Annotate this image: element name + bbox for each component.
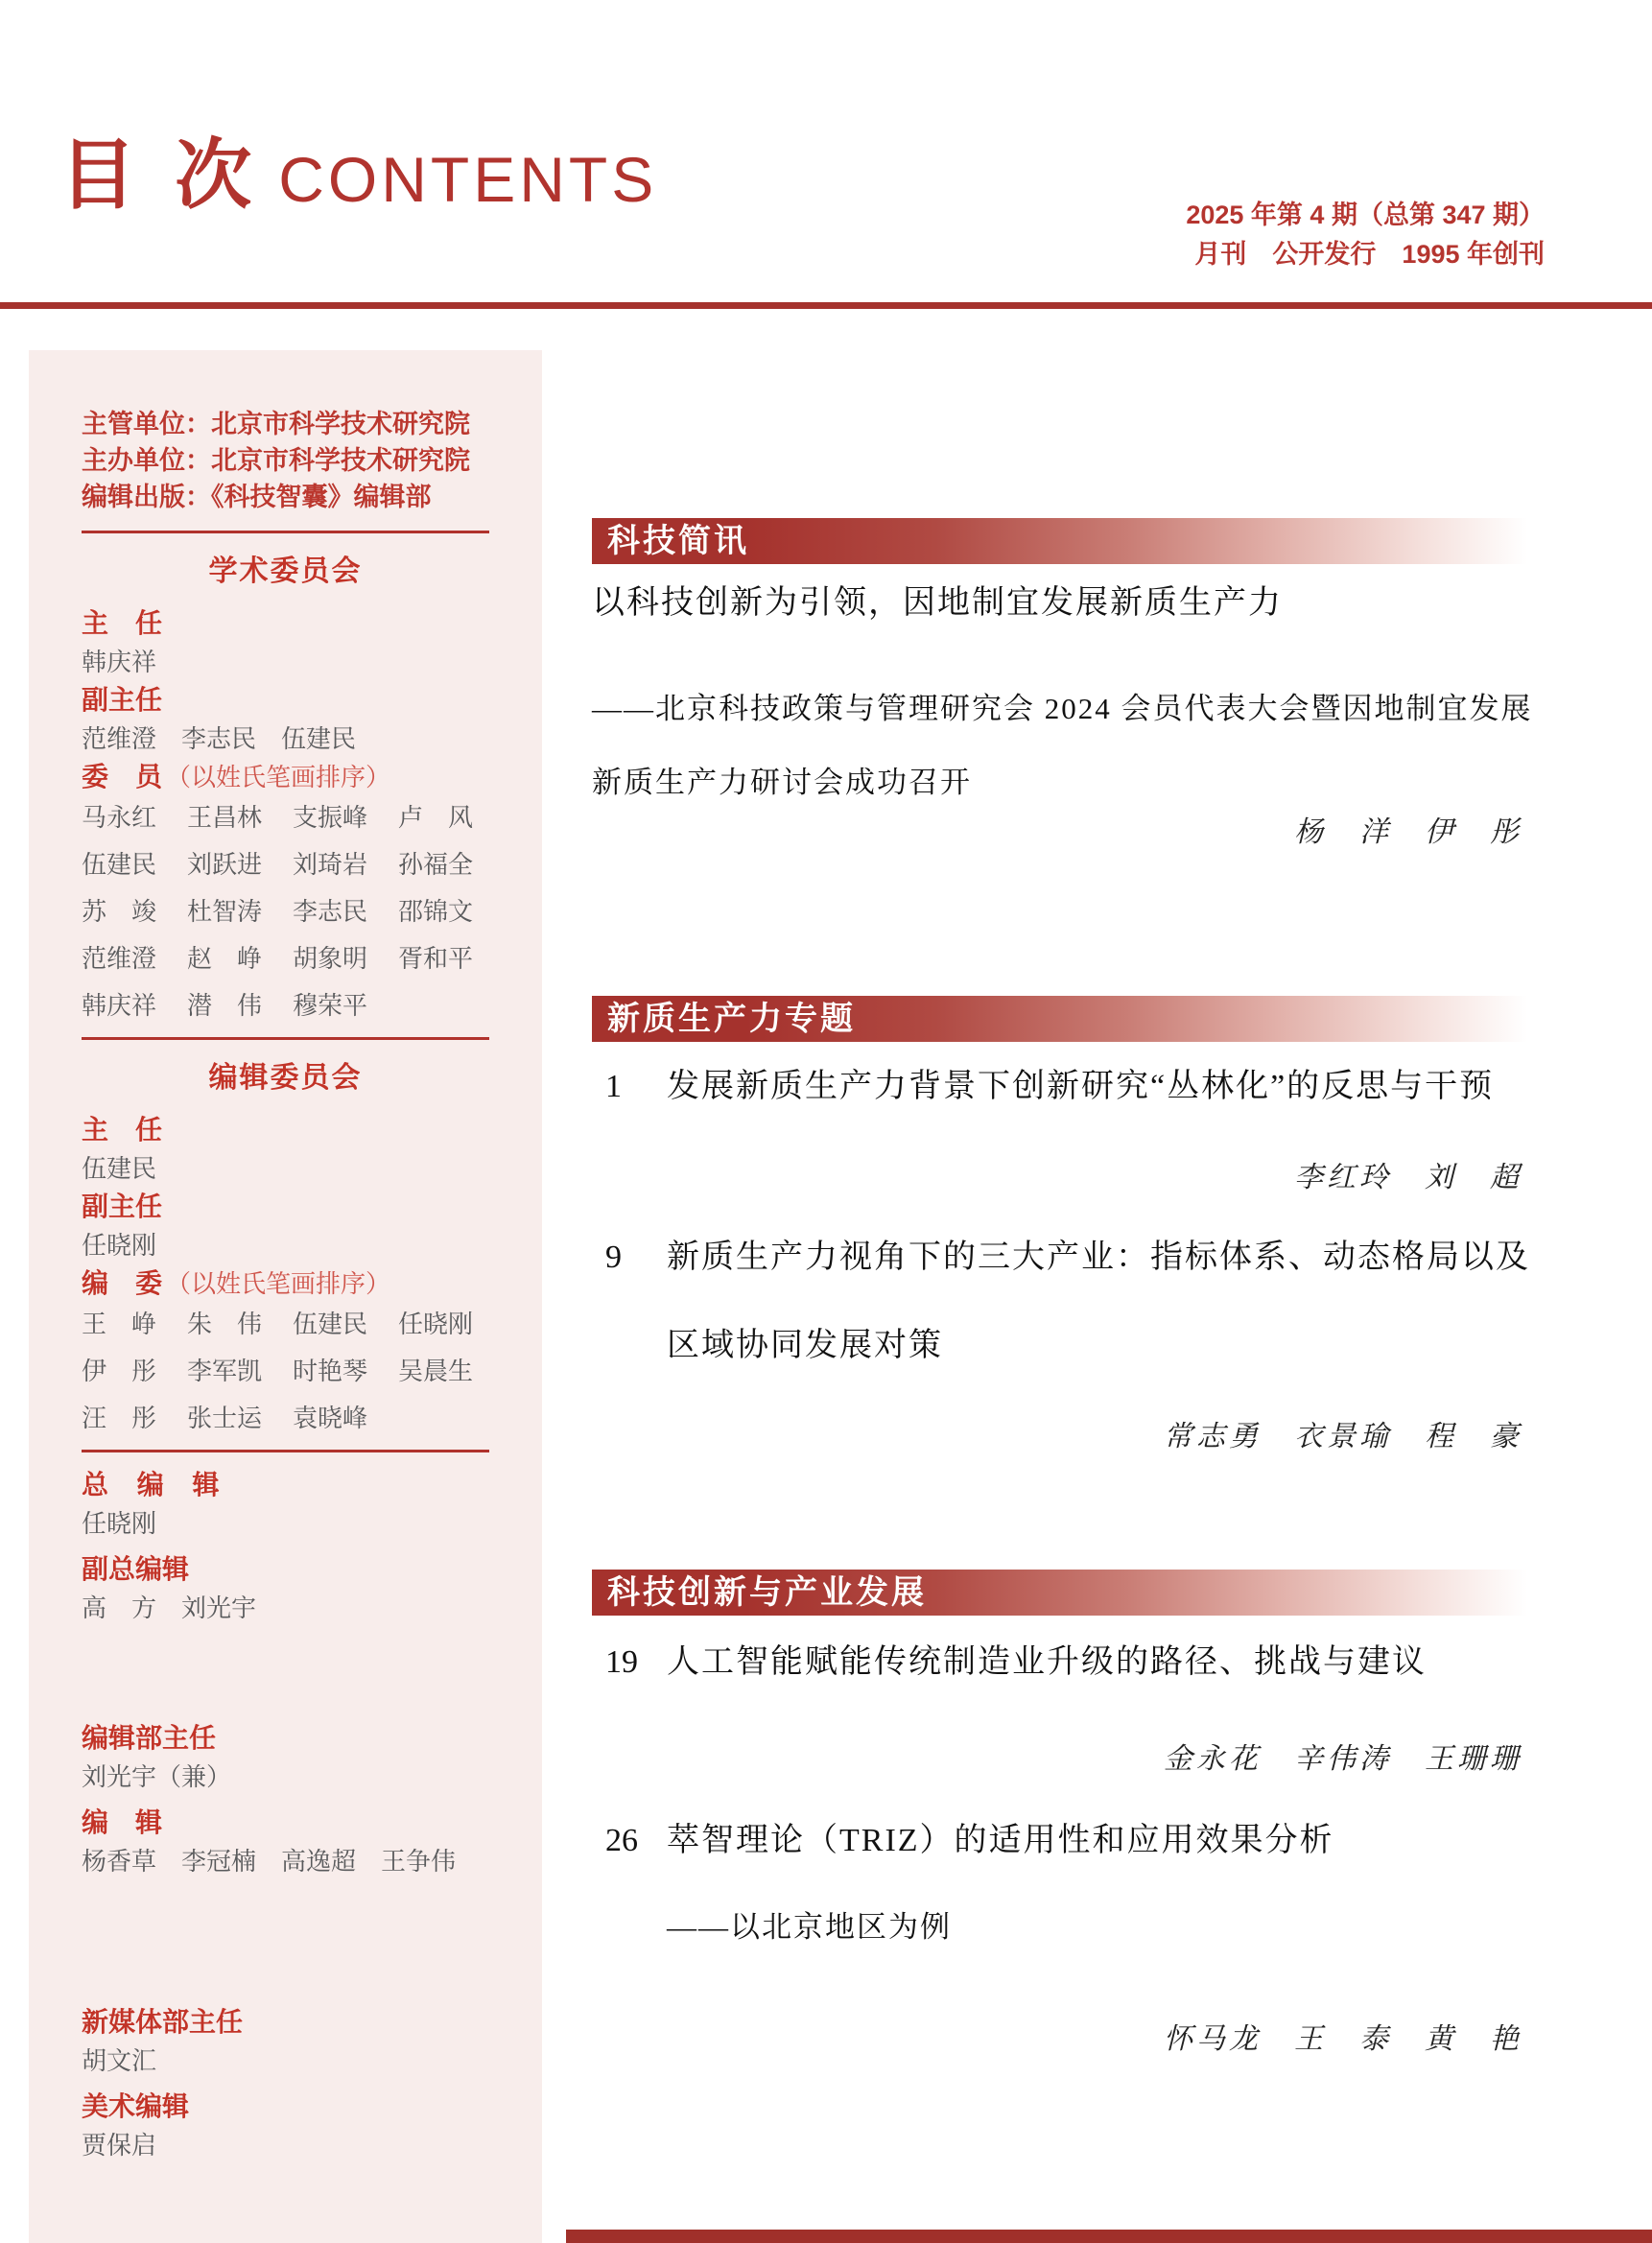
sidebar-divider <box>82 531 489 533</box>
article-authors: 李红玲 刘 超 <box>1294 1162 1522 1193</box>
board-member-name: 李军凯 <box>187 1357 263 1385</box>
sidebar-divider <box>82 1450 489 1452</box>
new-media-director-label: 新媒体部主任 <box>82 2007 244 2037</box>
art-editor-name: 贾保启 <box>82 2131 157 2160</box>
issue-number-line: 2025 年第 4 期（总第 347 期） <box>1186 201 1545 229</box>
article-page-number: 26 <box>605 1823 638 1858</box>
section-banner-tech-briefs: 科技简讯 <box>592 518 1546 564</box>
committee-member-name: 韩庆祥 <box>82 991 157 1020</box>
issue-info <box>1186 196 1545 274</box>
editor-names: 杨香草 李冠楠 高逸超 王争伟 <box>82 1847 457 1876</box>
header-divider-rule <box>0 302 1652 309</box>
committee-member-name: 马永红 <box>82 803 157 832</box>
supervisor-line: 主管单位：北京市科学技术研究院 <box>82 410 470 438</box>
publication-frequency-line: 月刊 公开发行 1995 年创刊 <box>1194 240 1545 269</box>
article-row <box>592 1641 1546 1685</box>
article-page-number: 1 <box>605 1069 622 1104</box>
committee-member-name: 刘跃进 <box>187 850 263 879</box>
committee-member-name: 赵 峥 <box>187 944 263 973</box>
committee-member-name: 范维澄 <box>82 944 157 973</box>
article-row <box>592 1065 1546 1109</box>
academic-committee-title: 学术委员会 <box>208 555 363 587</box>
staff-sidebar <box>29 350 542 2243</box>
committee-member-name: 苏 竣 <box>82 897 157 926</box>
editorial-board-label-row <box>82 1264 513 1303</box>
section-banner-innovation-industry: 科技创新与产业发展 <box>592 1570 1546 1616</box>
academic-director-name: 韩庆祥 <box>82 648 157 676</box>
dept-director-label: 编辑部主任 <box>82 1723 217 1753</box>
article-title: 萃智理论（TRIZ）的适用性和应用效果分析 <box>667 1823 1334 1858</box>
dept-director-name: 刘光宇（兼） <box>82 1762 232 1791</box>
editorial-board-grid <box>82 1305 504 1434</box>
article-authors: 杨 洋 伊 彤 <box>1294 816 1522 848</box>
deputy-chief-editor-names: 高 方 刘光宇 <box>82 1594 257 1622</box>
editor-label: 编 辑 <box>82 1807 163 1837</box>
board-member-name: 吴晨生 <box>398 1357 474 1385</box>
committee-member-name: 潜 伟 <box>187 991 263 1020</box>
deputy-chief-editor-label: 副总编辑 <box>82 1554 190 1584</box>
committee-member-name: 刘琦岩 <box>293 850 368 879</box>
editorial-director-name: 伍建民 <box>82 1154 157 1183</box>
board-member-name: 任晓刚 <box>398 1310 474 1338</box>
academic-deputy-names: 范维澄 李志民 伍建民 <box>82 724 357 753</box>
board-member-name: 袁晓峰 <box>293 1404 368 1432</box>
board-member-name: 时艳琴 <box>293 1357 368 1385</box>
committee-member-name: 支振峰 <box>293 803 368 832</box>
editorial-deputy-label: 副主任 <box>82 1192 163 1221</box>
masthead-title <box>59 113 657 224</box>
footer-accent-bar <box>566 2230 1652 2243</box>
editorial-director-label: 主 任 <box>82 1115 163 1145</box>
article-subtitle: ——北京科技政策与管理研究会 2024 会员代表大会暨因地制宜发展新质生产力研讨会成功召开 <box>592 692 1533 799</box>
committee-member-name: 胥和平 <box>398 944 474 973</box>
board-member-name: 伊 彤 <box>82 1357 157 1385</box>
article-title: 人工智能赋能传统制造业升级的路径、挑战与建议 <box>667 1644 1427 1680</box>
article-row <box>592 1214 1546 1390</box>
editorial-committee-title: 编辑委员会 <box>208 1062 363 1094</box>
committee-member-name: 卢 风 <box>398 803 474 832</box>
board-member-name: 张士运 <box>187 1404 263 1432</box>
article-page-number: 9 <box>605 1240 622 1275</box>
section-banner-new-productive-forces: 新质生产力专题 <box>592 996 1546 1042</box>
committee-member-name: 胡象明 <box>293 944 368 973</box>
article-subtitle: ——以北京地区为例 <box>667 1910 952 1944</box>
academic-director-label: 主 任 <box>82 608 163 638</box>
new-media-director-name: 胡文汇 <box>82 2046 157 2075</box>
academic-deputy-label: 副主任 <box>82 685 163 715</box>
committee-member-name: 李志民 <box>293 897 368 926</box>
committee-member-name: 邵锦文 <box>398 897 474 926</box>
publisher-line: 编辑出版：《科技智囊》编辑部 <box>82 483 432 511</box>
article-authors: 金永花 辛伟涛 王珊珊 <box>1164 1743 1522 1775</box>
article-authors: 怀马龙 王 泰 黄 艳 <box>1164 2023 1522 2055</box>
board-member-name: 伍建民 <box>293 1310 368 1338</box>
board-member-name: 王 峥 <box>82 1310 157 1338</box>
page-title-chinese: 目 次 <box>59 132 254 218</box>
committee-member-name: 杜智涛 <box>187 897 263 926</box>
academic-member-grid <box>82 798 504 1022</box>
art-editor-label: 美术编辑 <box>82 2091 190 2121</box>
board-member-name: 朱 伟 <box>187 1310 263 1338</box>
committee-member-name: 伍建民 <box>82 850 157 879</box>
editorial-deputy-name: 任晓刚 <box>82 1231 157 1260</box>
article-row <box>592 1819 1546 1863</box>
sort-note: （以姓氏笔画排序） <box>166 763 391 791</box>
committee-member-name: 穆荣平 <box>293 991 368 1020</box>
article-title: 新质生产力视角下的三大产业：指标体系、动态格局以及区域协同发展对策 <box>667 1240 1530 1363</box>
committee-member-name: 王昌林 <box>187 803 263 832</box>
sort-note: （以姓氏笔画排序） <box>166 1269 391 1298</box>
editorial-board-label: 编 委 <box>82 1268 163 1298</box>
chief-editor-label: 总 编 辑 <box>82 1470 220 1499</box>
sidebar-divider <box>82 1037 489 1040</box>
article-title: 以科技创新为引领，因地制宜发展新质生产力 <box>592 585 1283 621</box>
page-title-english: CONTENTS <box>278 144 658 215</box>
chief-editor-name: 任晓刚 <box>82 1509 157 1538</box>
article-title: 发展新质生产力背景下创新研究“丛林化”的反思与干预 <box>667 1069 1495 1104</box>
article-authors: 常志勇 衣景瑜 程 豪 <box>1164 1421 1522 1452</box>
sponsor-line: 主办单位：北京市科学技术研究院 <box>82 446 470 475</box>
academic-member-label-row <box>82 758 513 796</box>
committee-member-name: 孙福全 <box>398 850 474 879</box>
academic-member-label: 委 员 <box>82 762 163 791</box>
board-member-name: 汪 彤 <box>82 1404 157 1432</box>
article-page-number: 19 <box>605 1644 638 1680</box>
